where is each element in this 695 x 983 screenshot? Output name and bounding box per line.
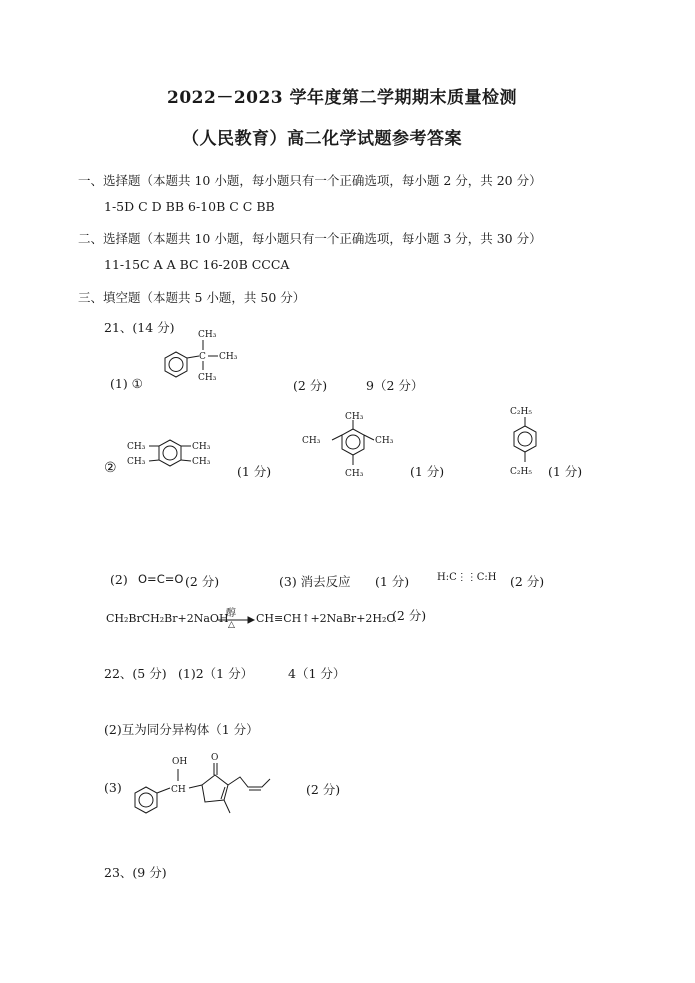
q22-part1b: 4（1 分） — [288, 666, 346, 681]
section1-heading: 一、选择题（本题共 10 小题，每小题只有一个正确选项，每小题 2 分，共 20 分） — [78, 173, 542, 188]
equation-arrow-top: 醇 — [226, 608, 236, 619]
ethyl-label-bottom: C₂H₅ — [510, 467, 532, 477]
tetramethylbenzene-structure — [125, 434, 235, 484]
q21-label: 21、(14 分) — [104, 320, 175, 335]
equation-left: CH₂BrCH₂Br+2NaOH — [106, 612, 229, 625]
q23-label: 23、(9 分) — [104, 865, 167, 880]
q22-part3-score: (2 分) — [306, 782, 341, 797]
q21-part3-score: (1 分) — [375, 574, 410, 589]
equation-score: (2 分) — [392, 608, 427, 623]
q21-part2-label: (2) — [110, 572, 128, 587]
q22-part2: (2)互为同分异构体（1 分） — [104, 722, 259, 737]
methyl-label-top: CH₃ — [345, 412, 364, 422]
q21-part1-extra: 9（2 分） — [366, 378, 424, 393]
ethyl-label-top: C₂H₅ — [510, 407, 532, 417]
methyl-label-lr: CH₃ — [192, 457, 211, 467]
reaction-arrow — [218, 616, 254, 624]
q21-score-b: (1 分) — [410, 464, 445, 479]
q21-part1-score: (2 分) — [293, 378, 328, 393]
q22-label: 22、(5 分) — [104, 666, 167, 681]
tetramethylbenzene-isomer-structure — [300, 410, 410, 485]
carbonyl-oxygen-label: O — [211, 753, 219, 763]
q21-score-a: (1 分) — [237, 464, 272, 479]
page-title: 2022－2023 学年度第二学期期末质量检测 — [167, 88, 518, 108]
methyl-label-ur: CH₃ — [192, 442, 211, 452]
methyl-label-right: CH₃ — [219, 352, 238, 362]
central-carbon-label: C — [199, 352, 206, 362]
tert-butylbenzene-structure — [158, 326, 258, 386]
methyl-label-right: CH₃ — [375, 436, 394, 446]
equation-arrow-bottom: △ — [228, 620, 235, 630]
q21-part2-formula: O=C=O — [138, 572, 184, 586]
methyl-label-ul: CH₃ — [127, 442, 146, 452]
methyl-label-left: CH₃ — [302, 436, 321, 446]
methyl-label-bottom: CH₃ — [345, 469, 364, 479]
q21-part2-score: (2 分) — [185, 574, 220, 589]
section2-heading: 二、选择题（本题共 10 小题，每小题只有一个正确选项，每小题 3 分，共 30 分） — [78, 231, 542, 246]
section3-heading: 三、填空题（本题共 5 小题，共 50 分） — [78, 290, 306, 305]
section1-answers: 1-5D C D BB 6-10B C C BB — [104, 199, 275, 214]
hydroxyl-label: OH — [172, 757, 188, 767]
q21-part3-label: (3) 消去反应 — [279, 574, 351, 589]
methyl-label-top: CH₃ — [198, 330, 217, 340]
q22-part3-label: (3) — [104, 780, 122, 795]
jasmone-derivative-structure — [130, 745, 290, 825]
page-subtitle: （人民教育）高二化学试题参考答案 — [182, 129, 462, 149]
q21-circle-2: ② — [104, 460, 117, 476]
q21-score-c: (1 分) — [548, 464, 583, 479]
methyl-label-bottom: CH₃ — [198, 373, 217, 383]
methyl-label-ll: CH₃ — [127, 457, 146, 467]
q21-part1-label: (1) ① — [110, 376, 143, 391]
q21-electron-formula: H:C⋮⋮C:H — [437, 572, 497, 583]
section2-answers: 11-15C A A BC 16-20B CCCA — [104, 257, 290, 272]
q21-part3-extra-score: (2 分) — [510, 574, 545, 589]
q22-part1: (1)2（1 分） — [178, 666, 254, 681]
ch-label: CH — [171, 785, 186, 795]
equation-right: CH≡CH↑+2NaBr+2H₂O — [256, 612, 396, 625]
